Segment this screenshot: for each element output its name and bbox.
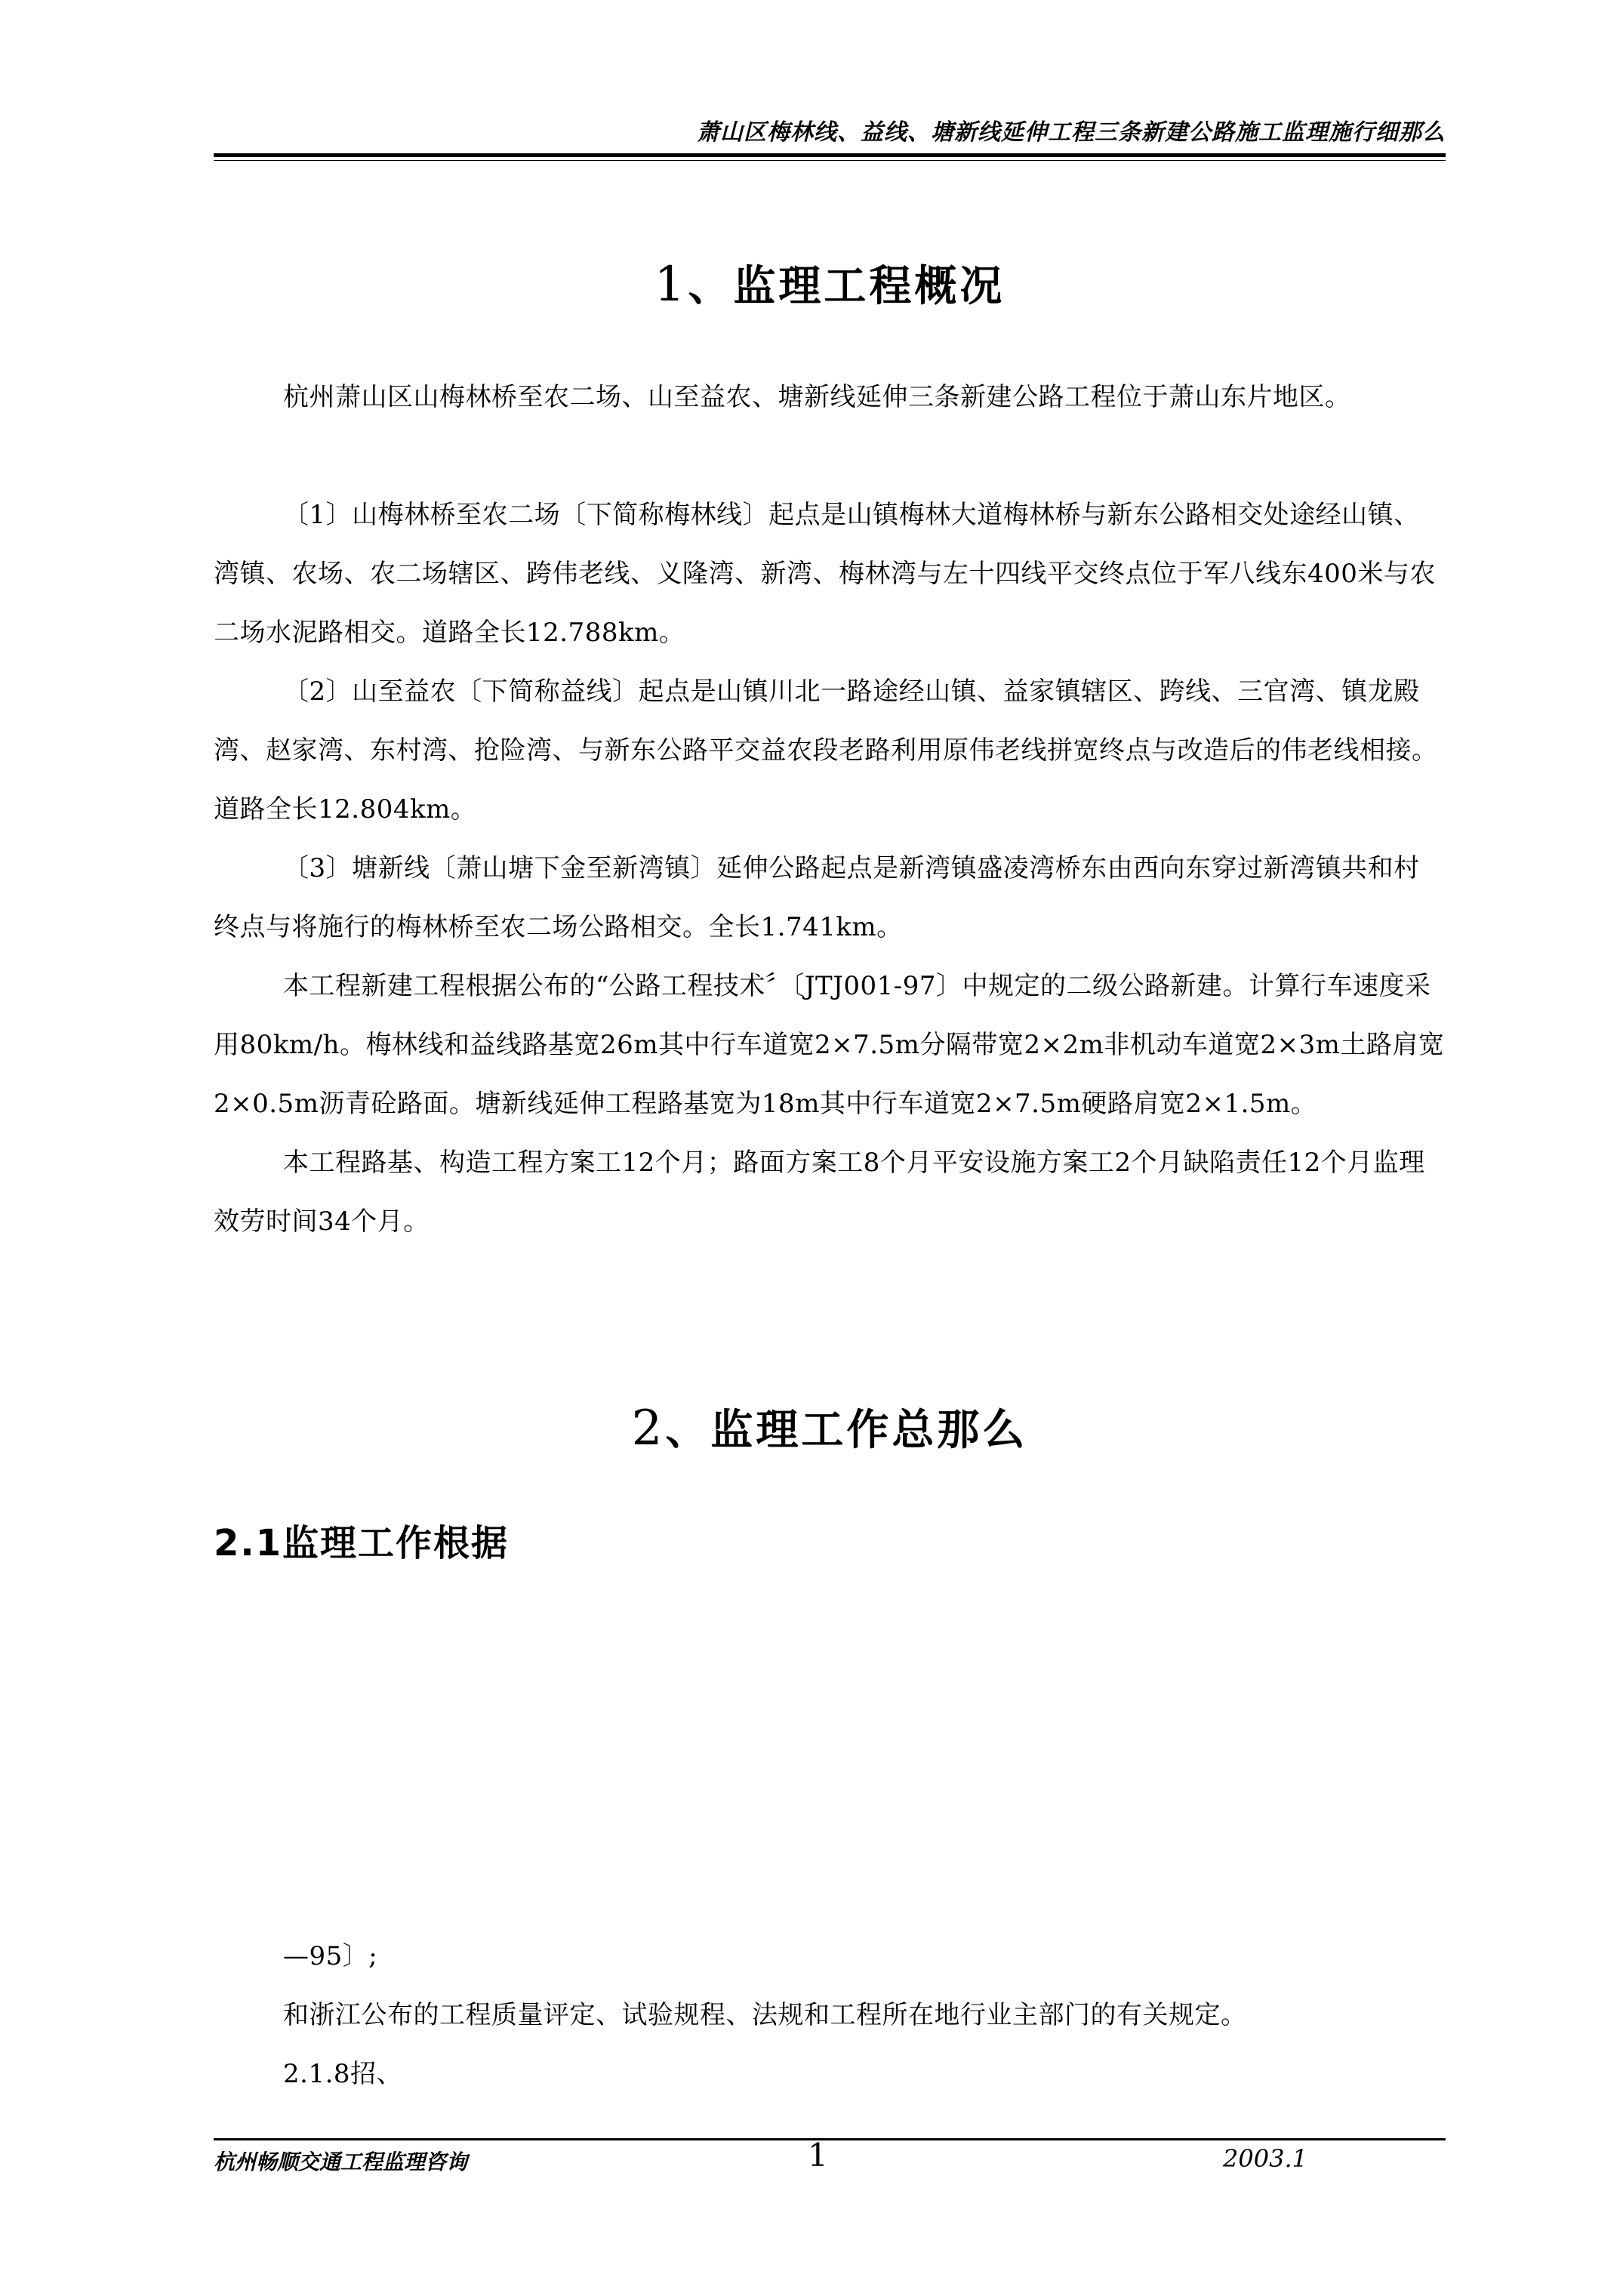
section2-heading [214,1397,1446,1457]
footer-rule [214,2138,1446,2140]
section1-paragraph-2: 〔1〕山梅林桥至农二场〔下简称梅林线〕起点是山镇梅林大道梅林桥与新东公路相交处途经山镇、湾镇、农场、农二场辖区、跨伟老线、义隆湾、新湾、梅林湾与左十四线平交终点位于军八线东400米与农二场水泥路相交。道路全长12.788km。 [214,500,1436,648]
section2-line-3: 2.1.8招、 [283,2059,403,2089]
section1-paragraph-5: 本工程新建工程根据公布的“公路工程技术〞〔JTJ001-97〕中规定的二级公路新建。计算行车速度采用80km/h。梅林线和益线路基宽26m其中行车道宽2×7.5m分隔带宽2×2m非机动车道宽2×3m土路肩宽2×0.5m沥青砼路面。塘新线延伸工程路基宽为18m其中行车道宽2×7.5m硬路肩宽2×1.5m。 [214,971,1445,1119]
section1-heading-text: 、监理工程概况 [688,262,1006,311]
section1-heading-number: 1 [654,257,688,313]
section2-heading-number: 2 [631,1401,666,1456]
section1-heading [214,253,1446,313]
section1-paragraph-6: 本工程路基、构造工程方案工12个月；路面方案工8个月平安设施方案工2个月缺陷责任12个月监理效劳时间34个月。 [214,1148,1425,1237]
footer-page-number: 1 [808,2137,828,2174]
subsection-2-1-heading: 2.1监理工作根据 [214,1522,510,1564]
section2-line-1: —95〕; [283,1941,378,1971]
section2-heading-text: 、监理工作总那么 [665,1406,1028,1455]
header-title: 萧山区梅林线、益线、塘新线延伸工程三条新建公路施工监理施行细那么 [697,119,1446,146]
section1-paragraph-3: 〔2〕山至益农〔下简称益线〕起点是山镇川北一路途经山镇、益家镇辖区、跨线、三官湾、镇龙殿湾、赵家湾、东村湾、抢险湾、与新东公路平交益农段老路利用原伟老线拼宽终点与改造后的伟老线相接。道路全长12.804km。 [214,676,1438,824]
header-rule-thin [214,160,1446,161]
section1-paragraph-4: 〔3〕塘新线〔萧山塘下金至新湾镇〕延伸公路起点是新湾镇盛凌湾桥东由西向东穿过新湾镇共和村终点与将施行的梅林桥至农二场公路相交。全长1.741km。 [214,853,1420,942]
header-rule-thick [214,153,1446,157]
section2-line-2: 和浙江公布的工程质量评定、试验规程、法规和工程所在地行业主部门的有关规定。 [283,2000,1247,2030]
footer-date: 2003.1 [1223,2144,1307,2173]
footer-company: 杭州畅顺交通工程监理咨询 [214,2150,468,2174]
section1-paragraph-1: 杭州萧山区山梅林桥至农二场、山至益农、塘新线延伸三条新建公路工程位于萧山东片地区。 [283,382,1351,412]
